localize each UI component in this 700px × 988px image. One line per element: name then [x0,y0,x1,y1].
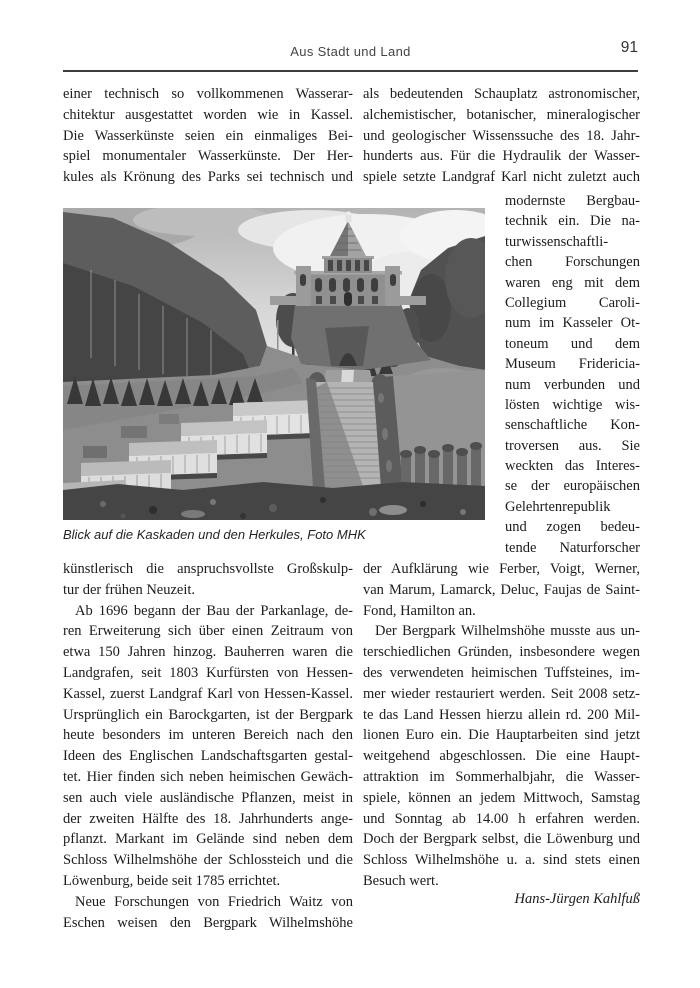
text-line: Neue Forschungen von Friedrich Waitz von [75,893,353,910]
text-line: tur der frühen Neuzeit. [63,581,196,598]
text-line: der zweiten Hälfte des 18. Jahrhunderts ange- [63,810,353,827]
text-line: Eschen weisen den Bergpark Wilhelmshöhe [63,914,353,931]
text-line: turwissenschaftli- [505,233,609,250]
text-line: num verbunden und [505,376,640,393]
text-line: kules als Krönung des Parks sei technisch und [63,169,353,186]
text-line: Museum Fridericia- [505,356,640,373]
right-column-top-paragraph [363,84,640,188]
text-line: modernste Bergbau- [505,193,640,209]
text-line: weitgehend abgeschlossen. Die eine Haupt- [363,748,640,765]
text-line: Löwenburg, beide seit 1785 errichtet. [63,872,281,889]
text-line: Ideen des Englischen Landschaftsgarten gestal- [63,748,353,765]
text-line: hunderts aus. Für die Hydraulik der Wasser- [363,148,640,165]
text-line: Ursprünglich ein Barockgarten, ist der Bergpark [63,706,353,723]
cascades-hercules-photo-art [63,208,485,520]
author-signature: Hans-Jürgen Kahlfuß [514,891,640,907]
photo-caption: Blick auf die Kaskaden und den Herkules, Foto MHK [63,527,366,542]
text-line: attraktion im Sommerhalbjahr, die Wasser- [363,768,640,785]
text-line: terschiedlichen Gründen, insbesondere wegen [363,644,640,661]
text-line: Besuch wert. [363,872,439,889]
text-line: Der Bergpark Wilhelmshöhe musste aus un- [375,623,640,640]
text-line: spiele, können an jedem Mittwoch, Samstag [363,789,640,806]
text-line: und Sonntag ab 14.00 h erfahren werden. [363,810,640,827]
photo-right-wall-pillars [393,370,485,492]
text-line: chitektur ausgestattet worden wie in Kassel. [63,106,353,123]
text-line: heute besonders im unteren Bereich nach den [63,727,353,744]
text-line: sen auch viele ausländische Pflanzen, meist in [63,789,353,806]
text-line: weckten das Interes- [505,458,640,475]
text-line: Kassel, zuerst Landgraf Karl von Hessen-Kassel. [63,685,353,702]
text-line: spiele setzte Landgraf Karl nicht zuletzt auch [363,169,640,186]
right-column-narrow-paragraph [505,191,640,558]
text-line: lionen Euro ein. Die Hauptarbeiten sind jetzt [363,727,640,744]
text-line: van Marum, Lamarck, Deluc, Faujas de Saint- [363,581,640,598]
text-line: Landgrafen, seit 1803 Kurfürsten von Hessen- [63,664,353,681]
text-line: Ab 1696 begann der Bau der Parkanlage, de- [75,602,353,619]
text-line: Schloss Wilhelmshöhe der Schlossteich und die [63,852,353,869]
text-line: troversen aus. Sie [505,437,640,454]
text-line: Doch der Bergpark selbst, die Löwenburg und [363,831,640,848]
text-line: pflanzt. Markant im Gelände sind neben dem [63,831,353,848]
text-line: einer technisch so vollkommenen Wasserar- [63,86,353,102]
running-head-title: Aus Stadt und Land [290,44,411,59]
text-line: der Aufklärung wie Ferber, Voigt, Werner, [363,561,640,577]
text-line: alchemistischer, botanischer, mineralogischer [363,106,640,123]
text-line: und zogen bedeu- [505,519,640,536]
text-line: technik ein. Die na- [505,213,640,230]
text-line: tende Naturforscher [505,539,640,556]
text-line: toneum und dem [505,335,640,352]
text-line: Die Wasserkünste seien ein einmaliges Bei- [63,127,353,144]
text-line: Gelehrtenrepublik [505,498,611,515]
header-rule [63,70,638,72]
text-line: des verwendeten heimischen Tuffsteines, im- [363,664,640,681]
text-line: als bedeutenden Schauplatz astronomischer, [363,86,640,102]
text-line: und geologischer Wissenssuche des 18. Jahr- [363,127,640,144]
text-line: mer wieder restauriert werden. Seit 2008 setz- [363,685,640,702]
text-line: waren eng mit dem [505,274,640,291]
text-line: künstlerisch die anspruchsvollste Großskulp- [63,561,353,577]
text-line: lösten wichtige wis- [505,396,640,413]
text-line: etwa 150 Jahren hinzog. Bauherren waren die [63,644,353,661]
photo-foreground-wall [63,482,485,520]
left-column-top-paragraph [63,84,353,188]
left-column-bottom-paragraphs [63,559,353,933]
page-number: 91 [620,39,638,56]
text-line: chen Forschungen [505,254,640,271]
text-line: Collegium Caroli- [505,294,640,311]
text-line: Schloss Wilhelmshöhe u. a. sind stets einen [363,852,640,869]
text-line: se der europäischen [505,478,640,495]
text-line: senschaftliche Kon- [505,417,640,434]
right-column-bottom-paragraphs [363,559,640,892]
text-line: te das Land Hessen hierzu allein rd. 200 Mil- [363,706,640,723]
text-line: tet. Hier finden sich neben heimischen Gewäch- [63,768,353,785]
text-line: ren Erweiterung sich über einen Zeitraum von [63,623,353,640]
text-line: num im Kasseler Ot- [505,315,640,332]
text-line: Fond, Hamilton an. [363,602,476,619]
photo-staircase [306,376,403,488]
cascades-hercules-photo [63,208,485,520]
text-line: spiel monumentaler Wasserkünste. Der Her- [63,148,353,165]
